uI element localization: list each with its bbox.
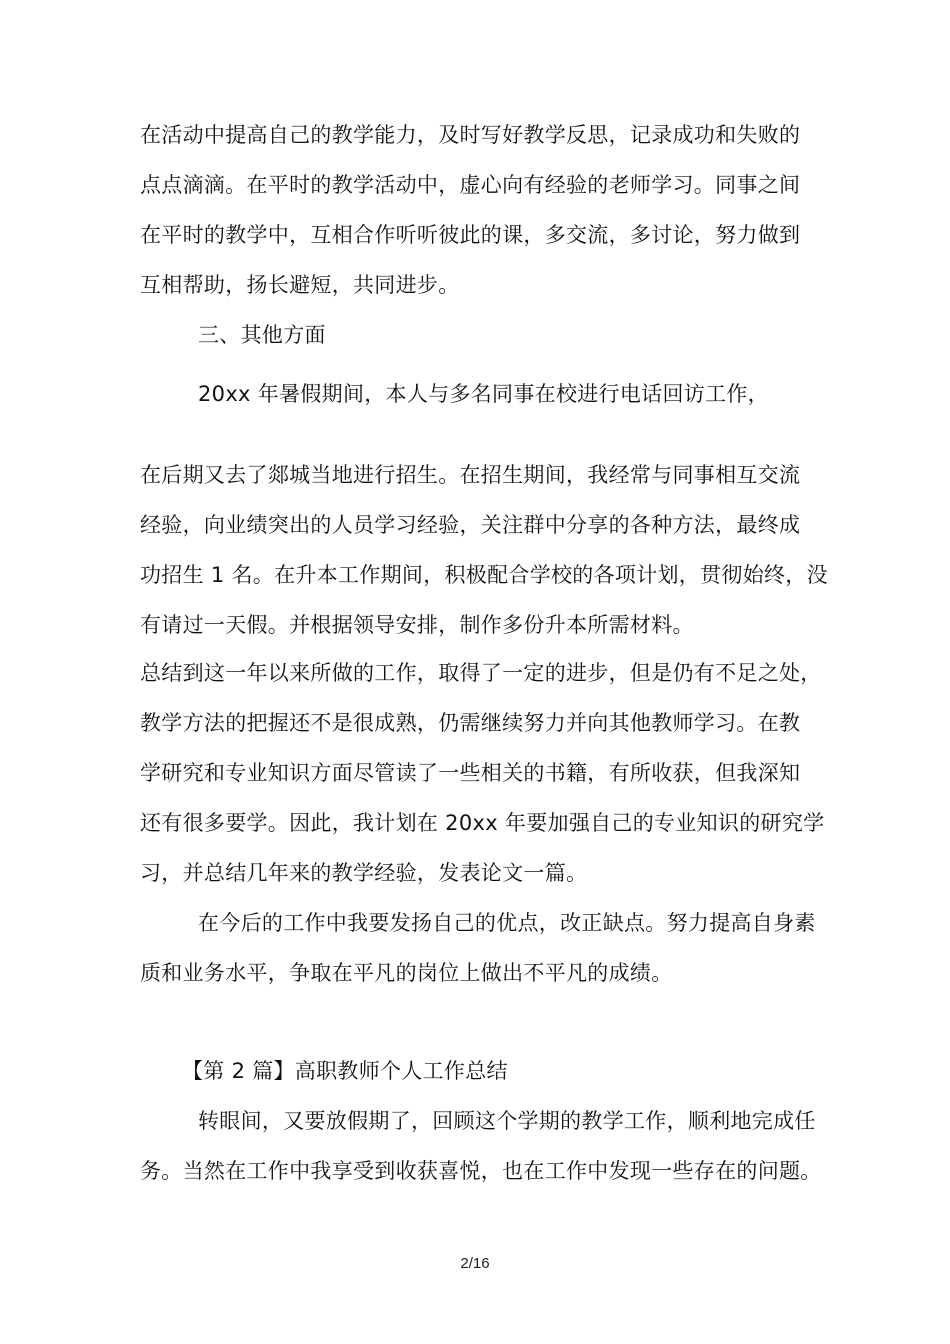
- text-line: 点点滴滴。在平时的教学活动中，虚心向有经验的老师学习。同事之间: [140, 173, 801, 197]
- text-line: 学研究和专业知识方面尽管读了一些相关的书籍，有所收获，但我深知: [140, 761, 801, 785]
- text-line: 习，并总结几年来的教学经验，发表论文一篇。: [140, 861, 588, 885]
- text-line: 有请过一天假。并根据领导安排，制作多份升本所需材料。: [140, 613, 694, 637]
- text-line: 经验，向业绩突出的人员学习经验，关注群中分享的各种方法，最终成: [140, 513, 801, 537]
- text-line: 在今后的工作中我要发扬自己的优点，改正缺点。努力提高自身素: [198, 911, 816, 935]
- text-line: 转眼间，又要放假期了，回顾这个学期的教学工作，顺利地完成任: [198, 1109, 816, 1133]
- text-line: 功招生 1 名。在升本工作期间，积极配合学校的各项计划，贯彻始终，没: [140, 563, 828, 587]
- text-line: 教学方法的把握还不是很成熟，仍需继续努力并向其他教师学习。在教: [140, 711, 801, 735]
- page-number: 2/16: [460, 1255, 490, 1272]
- text-line: 在活动中提高自己的教学能力，及时写好教学反思，记录成功和失败的: [140, 123, 801, 147]
- text-line: 还有很多要学。因此，我计划在 20xx 年要加强自己的专业知识的研究学: [140, 811, 825, 835]
- text-line: 20xx 年暑假期间，本人与多名同事在校进行电话回访工作，: [198, 382, 769, 406]
- text-line: 质和业务水平，争取在平凡的岗位上做出不平凡的成绩。: [140, 961, 673, 985]
- text-line: 总结到这一年以来所做的工作，取得了一定的进步，但是仍有不足之处，: [140, 661, 822, 685]
- text-line: 在平时的教学中，互相合作听听彼此的课，多交流，多讨论，努力做到: [140, 223, 801, 247]
- section-heading: 三、其他方面: [198, 323, 326, 347]
- text-line: 互相帮助，扬长避短，共同进步。: [140, 273, 460, 297]
- article-heading: 【第 2 篇】高职教师个人工作总结: [182, 1059, 508, 1083]
- text-line: 务。当然在工作中我享受到收获喜悦，也在工作中发现一些存在的问题。: [140, 1159, 822, 1183]
- text-line: 在后期又去了郯城当地进行招生。在招生期间，我经常与同事相互交流: [140, 463, 801, 487]
